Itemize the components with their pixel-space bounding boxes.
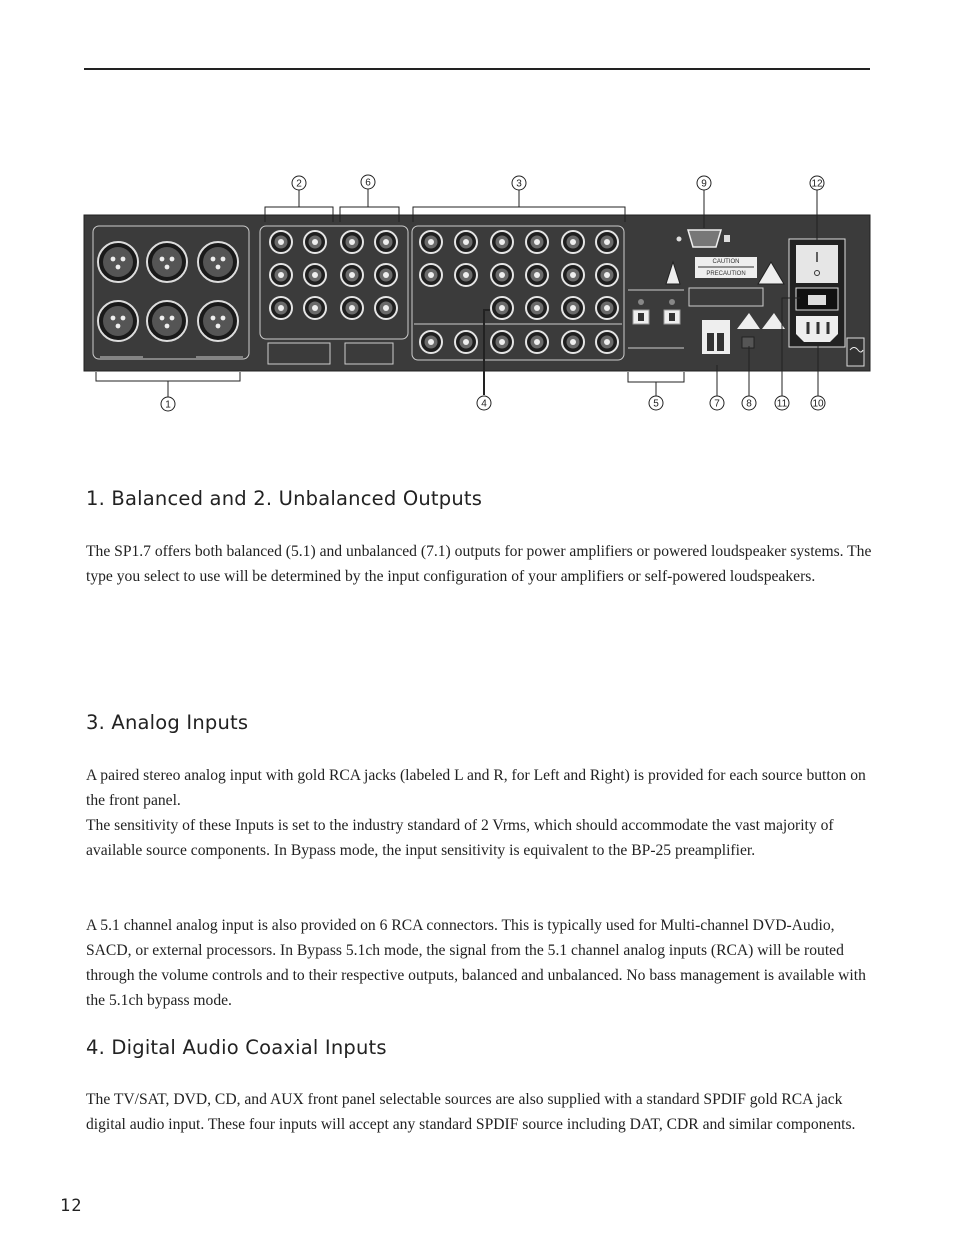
svg-text:7: 7 xyxy=(714,398,720,410)
indicator-dot xyxy=(638,299,644,305)
ir-jack xyxy=(742,337,754,348)
caution-text: CAUTION xyxy=(712,259,740,265)
power-switch xyxy=(796,245,838,283)
rca-input-jack xyxy=(526,231,548,253)
callout-10 xyxy=(811,396,825,410)
rca-input-jack xyxy=(420,231,442,253)
indicator-dot xyxy=(669,299,675,305)
callout-7 xyxy=(710,396,724,410)
rca-output-jack xyxy=(304,264,326,286)
rca-output-jack xyxy=(375,264,397,286)
svg-text:9: 9 xyxy=(701,178,707,190)
rca-input-jack xyxy=(491,331,513,353)
rca-output-jack xyxy=(270,297,292,319)
rca-output-jack xyxy=(341,264,363,286)
xlr-connector xyxy=(147,301,187,341)
rca-input-jack xyxy=(455,231,477,253)
rca-output-jack xyxy=(304,297,326,319)
paragraph-analog-2: The sensitivity of these Inputs is set to the industry standard of 2 Vrms, which should accommodate the vast majority of available source components. In Bypass mode, the input sensitivity is equivalent to the BP-25 preamplifier. xyxy=(86,817,834,859)
svg-text:8: 8 xyxy=(746,398,752,410)
section-heading-analog-inputs: 3. Analog Inputs xyxy=(86,711,249,734)
rca-input-jack xyxy=(420,264,442,286)
callout-4 xyxy=(477,396,491,410)
xlr-connector xyxy=(198,242,238,282)
rca-input-jack xyxy=(420,331,442,353)
svg-text:1: 1 xyxy=(165,399,171,411)
rca-output-jack xyxy=(375,231,397,253)
section-heading-digital-coax: 4. Digital Audio Coaxial Inputs xyxy=(86,1036,387,1059)
rca-output-jack xyxy=(270,264,292,286)
svg-text:11: 11 xyxy=(776,398,788,410)
rca-input-jack xyxy=(526,264,548,286)
rca-input-jack xyxy=(562,231,584,253)
xlr-connector xyxy=(198,301,238,341)
header-rule xyxy=(84,68,870,70)
callout-12 xyxy=(810,176,824,190)
callout-2 xyxy=(292,176,306,190)
rca-output-jack xyxy=(341,297,363,319)
rca-input-jack xyxy=(455,331,477,353)
rca-input-jack xyxy=(455,264,477,286)
paragraph-outputs: The SP1.7 offers both balanced (5.1) and unbalanced (7.1) outputs for power amplifiers or powered loudspeaker systems. The type you select to use will be determined by the input configuration of your amplifiers or self-powered loudspeakers. xyxy=(86,543,872,585)
svg-text:5: 5 xyxy=(653,398,659,410)
callout-5 xyxy=(649,396,663,410)
callout-3 xyxy=(512,176,526,190)
svg-text:3: 3 xyxy=(516,178,522,190)
callout-11 xyxy=(775,396,789,410)
svg-text:4: 4 xyxy=(481,398,487,410)
paragraph-digital-coax: The TV/SAT, DVD, CD, and AUX front panel selectable sources are also supplied with a standard SPDIF gold RCA jack digital audio input. These four inputs will accept any standard SPDIF source including DAT, CDR and similar components. xyxy=(86,1091,856,1133)
rca-output-jack xyxy=(270,231,292,253)
rca-output-jack xyxy=(304,231,326,253)
svg-text:2: 2 xyxy=(296,178,302,190)
xlr-connector xyxy=(98,242,138,282)
svg-text:12: 12 xyxy=(811,178,823,190)
paragraph-analog-3: A 5.1 channel analog input is also provided on 6 RCA connectors. This is typically used for Multi-channel DVD-Audio, SACD, or external processors. In Bypass 5.1ch mode, the signal from the 5.1 channel analog inputs (RCA) will be routed through the volume controls and to their respective outputs, balanced and unbalanced. No bass management is available with the 5.1ch bypass mode. xyxy=(86,917,866,1009)
rca-input-jack xyxy=(491,231,513,253)
callout-6 xyxy=(361,175,375,189)
svg-text:6: 6 xyxy=(365,177,371,189)
rca-input-jack xyxy=(596,331,618,353)
rca-coax-jack xyxy=(526,297,548,319)
rca-input-jack xyxy=(596,231,618,253)
callout-1 xyxy=(161,397,175,411)
rca-input-jack xyxy=(596,264,618,286)
rear-panel-diagram xyxy=(0,160,954,430)
rca-output-jack xyxy=(375,297,397,319)
xlr-connector xyxy=(147,242,187,282)
callout-9 xyxy=(697,176,711,190)
rca-input-jack xyxy=(562,264,584,286)
rca-input-jack xyxy=(562,331,584,353)
page-number: 12 xyxy=(60,1196,83,1216)
rca-output-jack xyxy=(341,231,363,253)
svg-text:10: 10 xyxy=(812,398,824,410)
rca-coax-jack xyxy=(596,297,618,319)
xlr-connector xyxy=(98,301,138,341)
rs232-port xyxy=(688,230,721,247)
rca-input-jack xyxy=(526,331,548,353)
trigger-terminal xyxy=(702,320,730,354)
callout-8 xyxy=(742,396,756,410)
paragraph-analog-1: A paired stereo analog input with gold RCA jacks (labeled L and R, for Left and Right) is provided for each source button on the front panel. xyxy=(86,767,866,809)
rca-coax-jack xyxy=(491,297,513,319)
precaution-text: PRECAUTION xyxy=(706,271,746,277)
rca-coax-jack xyxy=(562,297,584,319)
section-heading-outputs: 1. Balanced and 2. Unbalanced Outputs xyxy=(86,487,483,510)
rca-input-jack xyxy=(491,264,513,286)
